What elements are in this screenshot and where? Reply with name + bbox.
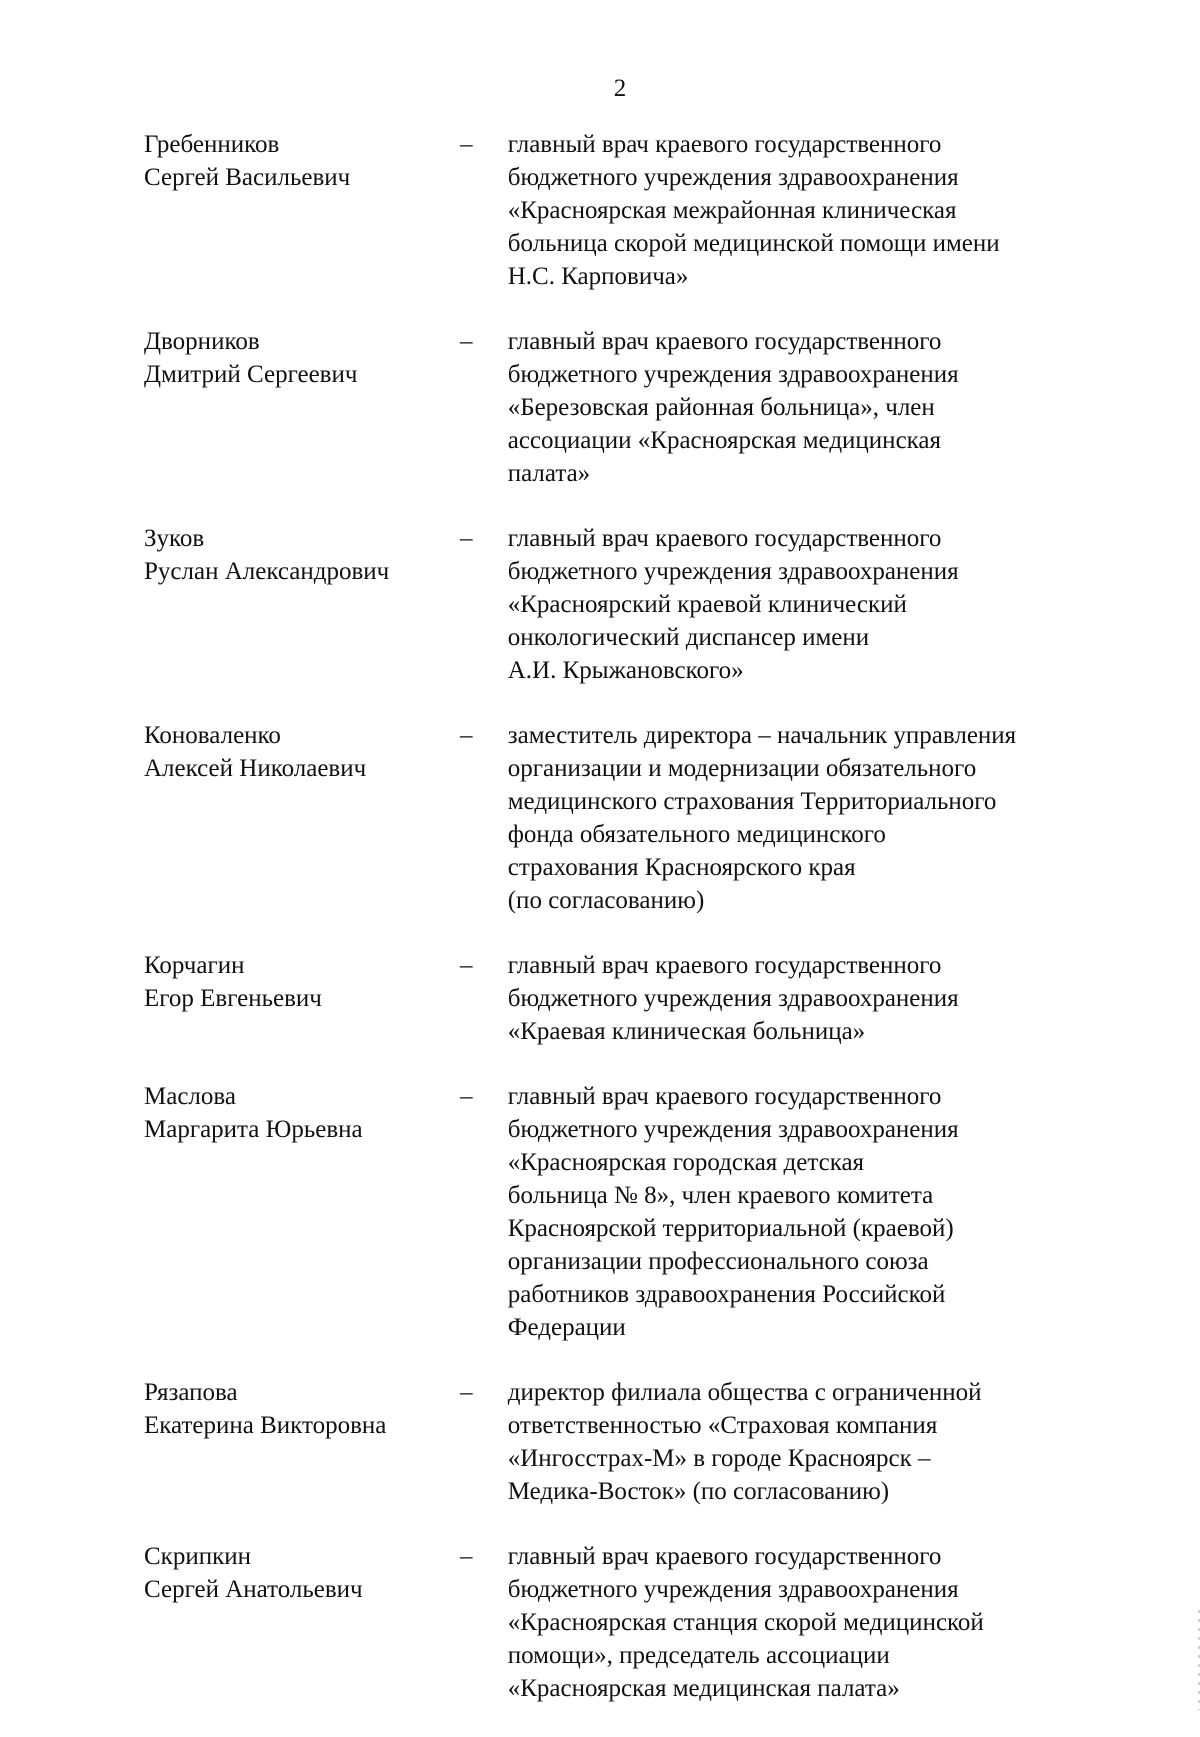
member-role-line: больница скорой медицинской помощи имени bbox=[507, 230, 1000, 257]
member-name bbox=[144, 1376, 460, 1442]
member-role-line: А.И. Крыжановского» bbox=[507, 657, 744, 684]
member-role-line: главный врач краевого государственного bbox=[507, 1083, 942, 1110]
member-role bbox=[508, 128, 1104, 293]
member-entry bbox=[144, 128, 1104, 293]
member-role-line: бюджетного учреждения здравоохранения bbox=[507, 164, 959, 191]
member-role-line: бюджетного учреждения здравоохранения bbox=[507, 361, 959, 388]
member-role-line: «Красноярская станция скорой медицинской bbox=[507, 1609, 984, 1636]
member-role-line: палата» bbox=[507, 460, 591, 487]
member-dash: – bbox=[460, 525, 473, 552]
member-role-line: ассоциации «Красноярская медицинская bbox=[507, 427, 942, 454]
member-role-line: организации профессионального союза bbox=[507, 1248, 929, 1275]
member-given-names: Сергей Анатольевич bbox=[144, 1576, 363, 1603]
member-role-line: помощи», председатель ассоциации bbox=[507, 1642, 890, 1669]
member-surname: Зуков bbox=[144, 525, 205, 552]
member-role-line: онкологический диспансер имени bbox=[507, 624, 870, 651]
member-entry bbox=[144, 1080, 1104, 1344]
member-role-line: бюджетного учреждения здравоохранения bbox=[507, 1576, 959, 1603]
member-role-line: «Красноярский краевой клинический bbox=[507, 591, 907, 618]
member-name bbox=[144, 1540, 460, 1606]
member-role bbox=[508, 1540, 1104, 1705]
member-entry bbox=[144, 719, 1104, 917]
member-dash: – bbox=[460, 722, 473, 749]
member-given-names: Екатерина Викторовна bbox=[144, 1412, 387, 1439]
member-dash: – bbox=[460, 1083, 473, 1110]
member-role-line: Красноярской территориальной (краевой) bbox=[507, 1215, 954, 1242]
member-role-line: бюджетного учреждения здравоохранения bbox=[507, 985, 959, 1012]
member-entry bbox=[144, 949, 1104, 1048]
member-entry bbox=[144, 522, 1104, 687]
member-given-names: Алексей Николаевич bbox=[144, 755, 367, 782]
member-role-line: главный врач краевого государственного bbox=[507, 1543, 942, 1570]
member-dash: – bbox=[460, 952, 473, 979]
member-role-line: заместитель директора – начальник управления bbox=[507, 722, 1017, 749]
member-role-line: фонда обязательного медицинского bbox=[507, 821, 886, 848]
member-dash: – bbox=[460, 328, 473, 355]
member-given-names: Дмитрий Сергеевич bbox=[144, 361, 358, 388]
member-role bbox=[508, 719, 1104, 917]
member-name bbox=[144, 522, 460, 588]
member-name bbox=[144, 1080, 460, 1146]
member-role-line: медицинского страхования Территориального bbox=[507, 788, 997, 815]
member-given-names: Руслан Александрович bbox=[144, 558, 390, 585]
member-role-line: работников здравоохранения Российской bbox=[507, 1281, 946, 1308]
member-surname: Корчагин bbox=[144, 952, 245, 979]
member-role-line: Федерации bbox=[507, 1314, 626, 1341]
member-entry bbox=[144, 1376, 1104, 1508]
member-role-line: «Красноярская межрайонная клиническая bbox=[507, 197, 957, 224]
member-role-line: бюджетного учреждения здравоохранения bbox=[507, 1116, 959, 1143]
member-dash: – bbox=[460, 131, 473, 158]
member-given-names: Маргарита Юрьевна bbox=[144, 1116, 363, 1143]
member-name bbox=[144, 719, 460, 785]
member-role-line: Медика-Восток» (по согласованию) bbox=[507, 1478, 890, 1505]
member-role-line: «Красноярская медицинская палата» bbox=[507, 1675, 900, 1702]
member-name bbox=[144, 128, 460, 194]
member-given-names: Сергей Васильевич bbox=[144, 164, 351, 191]
member-role bbox=[508, 1376, 1104, 1508]
member-surname: Коноваленко bbox=[144, 722, 281, 749]
member-role bbox=[508, 1080, 1104, 1344]
member-role bbox=[508, 522, 1104, 687]
member-surname: Рязапова bbox=[144, 1379, 238, 1406]
member-role-line: главный врач краевого государственного bbox=[507, 328, 942, 355]
member-role-line: «Ингосстрах-М» в городе Красноярск – bbox=[507, 1445, 931, 1472]
member-dash: – bbox=[460, 1379, 473, 1406]
member-role-line: главный врач краевого государственного bbox=[507, 952, 942, 979]
member-surname: Дворников bbox=[144, 328, 260, 355]
member-entry bbox=[144, 1540, 1104, 1705]
member-role-line: главный врач краевого государственного bbox=[507, 131, 942, 158]
member-role-line: главный врач краевого государственного bbox=[507, 525, 942, 552]
member-role-line: «Березовская районная больница», член bbox=[507, 394, 935, 421]
member-role bbox=[508, 325, 1104, 490]
member-entry bbox=[144, 325, 1104, 490]
member-role-line: бюджетного учреждения здравоохранения bbox=[507, 558, 959, 585]
member-name bbox=[144, 325, 460, 391]
member-role-line: (по согласованию) bbox=[507, 887, 705, 914]
members-list bbox=[144, 128, 1104, 1737]
member-surname: Скрипкин bbox=[144, 1543, 251, 1570]
member-role bbox=[508, 949, 1104, 1048]
member-role-line: директор филиала общества с ограниченной bbox=[507, 1379, 982, 1406]
member-surname: Гребенников bbox=[144, 131, 280, 158]
member-role-line: «Красноярская городская детская bbox=[507, 1149, 865, 1176]
member-role-line: ответственностью «Страховая компания bbox=[507, 1412, 938, 1439]
member-role-line: страхования Красноярского края bbox=[507, 854, 856, 881]
member-dash: – bbox=[460, 1543, 473, 1570]
member-role-line: организации и модернизации обязательного bbox=[507, 755, 977, 782]
member-role-line: Н.С. Карповича» bbox=[507, 263, 689, 290]
member-given-names: Егор Евгеньевич bbox=[144, 985, 322, 1012]
member-surname: Маслова bbox=[144, 1083, 236, 1110]
member-role-line: больница № 8», член краевого комитета bbox=[507, 1182, 934, 1209]
member-name bbox=[144, 949, 460, 1015]
page-number: 2 bbox=[613, 75, 627, 102]
member-role-line: «Краевая клиническая больница» bbox=[507, 1018, 866, 1045]
